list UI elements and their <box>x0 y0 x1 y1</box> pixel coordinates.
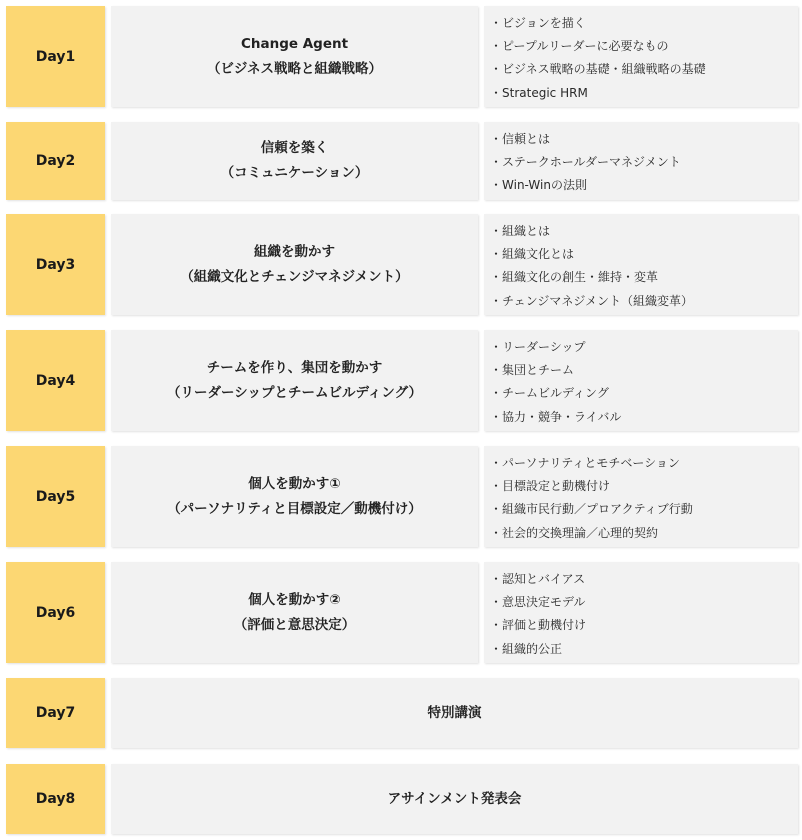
day-label: Day4 <box>6 330 105 431</box>
day-label: Day1 <box>6 6 105 107</box>
session-title-line: 組織を動かす <box>254 243 335 260</box>
session-title-line: 個人を動かす① <box>248 475 341 492</box>
day-label: Day7 <box>6 678 105 748</box>
topic-list <box>484 446 798 547</box>
topic-item: ・ Strategic HRM <box>490 82 798 105</box>
topic-item: ・ 集団とチーム <box>490 359 798 382</box>
topic-item: ・ 認知とバイアス <box>490 568 798 591</box>
day-label: Day6 <box>6 562 105 663</box>
session-title <box>111 214 478 315</box>
topic-item: ・ 信頼とは <box>490 128 798 151</box>
topic-item: ・ 協力・競争・ライバル <box>490 406 798 429</box>
schedule-row-day8 <box>6 764 798 834</box>
session-title-line: 信頼を築く <box>260 140 329 156</box>
session-subtitle-line: （組織文化とチェンジマネジメント） <box>180 268 409 285</box>
topic-item: ・ 組織文化とは <box>490 243 798 266</box>
topic-item: ・ チェンジマネジメント（組織変革） <box>490 290 798 313</box>
session-subtitle-line: （ビジネス戦略と組織戦略） <box>206 60 383 77</box>
topic-item: ・ 目標設定と動機付け <box>490 475 798 498</box>
topic-item: ・ 社会的交換理論／心理的契約 <box>490 522 798 545</box>
topic-item: ・ 組織とは <box>490 220 798 243</box>
day-label: Day5 <box>6 446 105 547</box>
session-title-line: Change Agent <box>240 35 349 52</box>
topic-item: ・ 組織文化の創生・維持・変革 <box>490 266 798 289</box>
topic-item: ・ Win-Winの法則 <box>490 174 798 197</box>
topic-item: ・ ビジネス戦略の基礎・組織戦略の基礎 <box>490 58 798 81</box>
topic-item: ・ 評価と動機付け <box>490 614 798 637</box>
topic-item: ・ チームビルディング <box>490 382 798 405</box>
schedule-row-day6 <box>6 562 798 663</box>
topic-list <box>484 330 798 431</box>
schedule-row-day5 <box>6 446 798 547</box>
topic-item: ・ パーソナリティとモチベーション <box>490 452 798 475</box>
schedule-row-day7 <box>6 678 798 748</box>
topic-list <box>484 214 798 315</box>
topic-item: ・ ビジョンを描く <box>490 12 798 35</box>
topic-item: ・ リーダーシップ <box>490 336 798 359</box>
session-title <box>111 122 478 200</box>
session-title-line: 特別講演 <box>427 704 482 721</box>
schedule-row-day3 <box>6 214 798 315</box>
session-title-line: チームを作り、集団を動かす <box>206 359 383 376</box>
session-subtitle-line: （評価と意思決定） <box>233 616 356 633</box>
topic-item: ・ ステークホールダーマネジメント <box>490 151 798 174</box>
day-label: Day2 <box>6 122 105 200</box>
session-title-line: アサインメント発表会 <box>387 790 522 807</box>
session-subtitle-line: （リーダーシップとチームビルディング） <box>166 384 422 401</box>
session-title-line: 個人を動かす② <box>248 591 341 608</box>
topic-item: ・ 意思決定モデル <box>490 591 798 614</box>
schedule-row-day2 <box>6 122 798 200</box>
topic-item: ・ 組織市民行動／プロアクティブ行動 <box>490 498 798 521</box>
session-title <box>111 678 798 748</box>
day-label: Day8 <box>6 764 105 834</box>
topic-item: ・ 組織的公正 <box>490 638 798 661</box>
topic-list <box>484 122 798 200</box>
session-subtitle-line: （コミュニケーション） <box>220 165 369 181</box>
topic-list <box>484 562 798 663</box>
topic-list <box>484 6 798 107</box>
schedule-row-day1 <box>6 6 798 107</box>
session-title <box>111 764 798 834</box>
session-title <box>111 6 478 107</box>
day-label: Day3 <box>6 214 105 315</box>
topic-item: ・ ピープルリーダーに必要なもの <box>490 35 798 58</box>
session-subtitle-line: （パーソナリティと目標設定／動機付け） <box>167 500 422 517</box>
session-title <box>111 330 478 431</box>
schedule-row-day4 <box>6 330 798 431</box>
session-title <box>111 446 478 547</box>
session-title <box>111 562 478 663</box>
